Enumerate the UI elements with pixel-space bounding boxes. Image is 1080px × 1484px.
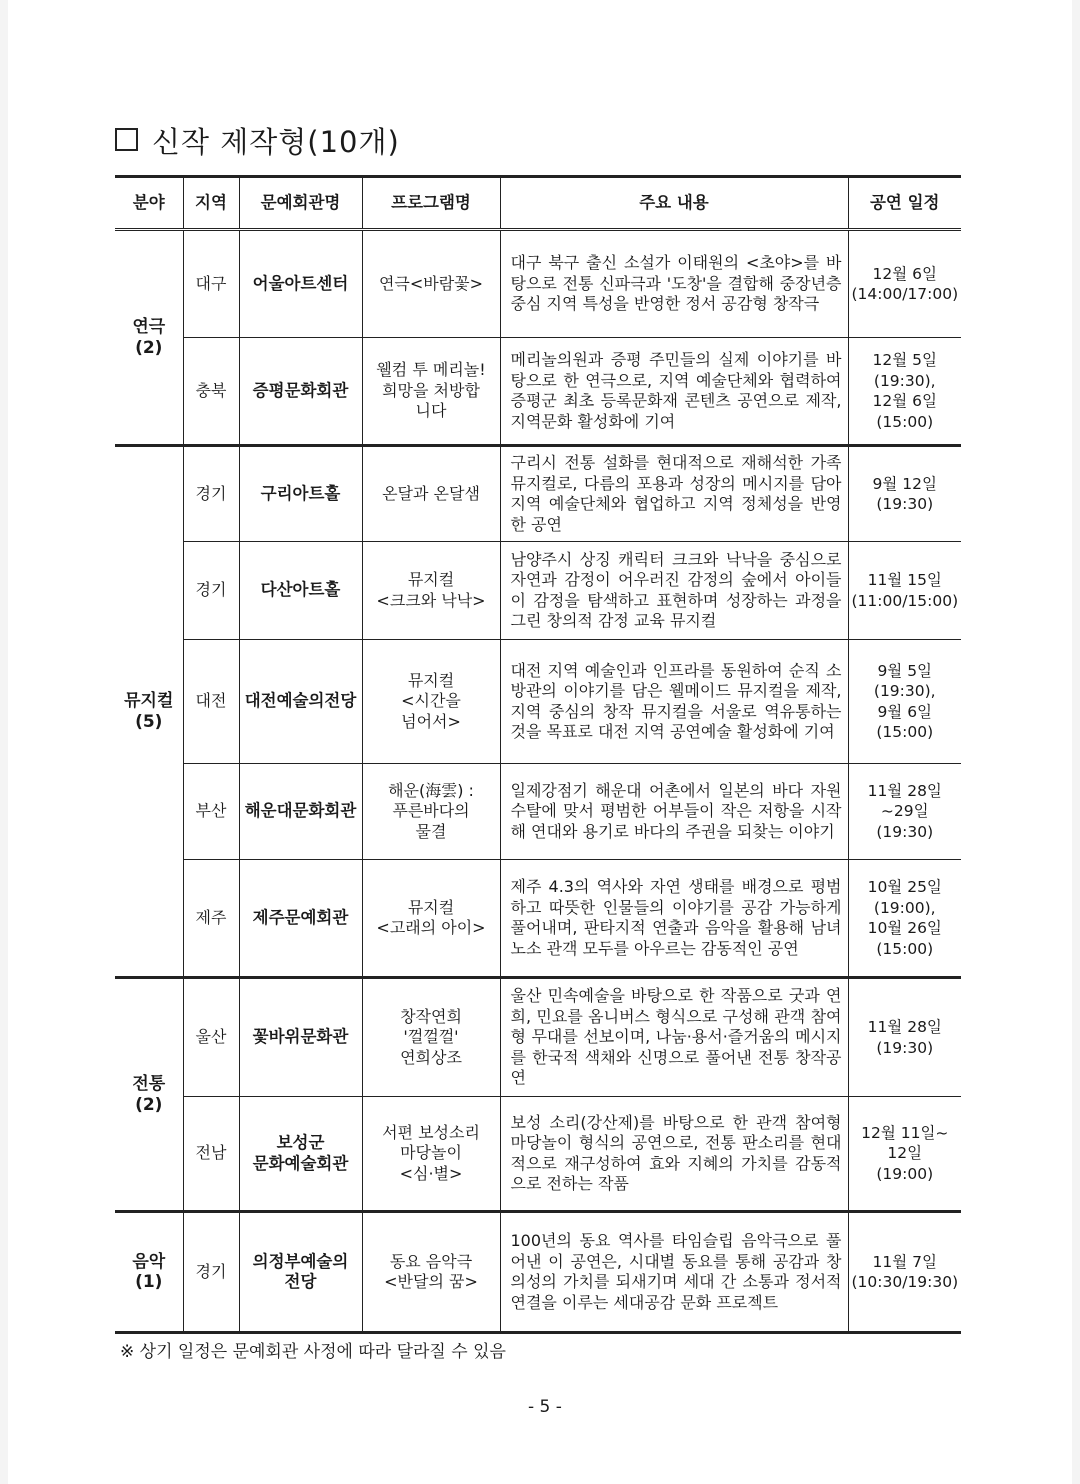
program-cell: 뮤지컬 <고래의 아이> — [362, 860, 500, 978]
content-cell: 울산 민속예술을 바탕으로 한 작품으로 굿과 연희, 민요를 옴니버스 형식으로 구성해 관객 참여형 무대를 선보이며, 나눔·용서·즐거움의 메시지를 한국적 색채와 신명으로 풀어낸 전통 창작공연 — [500, 978, 848, 1097]
region-cell: 경기 — [183, 542, 239, 640]
program-cell: 창작연희 '껄껄껄' 연희상조 — [362, 978, 500, 1097]
region-cell: 부산 — [183, 764, 239, 860]
header-region: 지역 — [183, 177, 239, 230]
region-cell: 울산 — [183, 978, 239, 1097]
content-cell: 일제강점기 해운대 어촌에서 일본의 바다 자원 수탈에 맞서 평범한 어부들이 작은 저항을 시작해 연대와 용기로 바다의 주권을 되찾는 이야기 — [500, 764, 848, 860]
venue-cell: 의정부예술의 전당 — [239, 1212, 362, 1333]
region-cell: 경기 — [183, 446, 239, 542]
venue-cell: 증평문화회관 — [239, 338, 362, 446]
content-cell: 제주 4.3의 역사와 자연 생태를 배경으로 평범하고 따뜻한 인물들의 이야기를 공감 가능하게 풀어내며, 판타지적 연출과 음악을 활용해 남녀노소 관객 모두를 아우르는 감동적인 공연 — [500, 860, 848, 978]
venue-cell: 해운대문화회관 — [239, 764, 362, 860]
venue-cell: 다산아트홀 — [239, 542, 362, 640]
program-cell: 뮤지컬 <시간을 넘어서> — [362, 640, 500, 764]
table-row — [115, 542, 961, 640]
program-cell: 연극<바람꽃> — [362, 230, 500, 338]
program-cell: 웰컴 투 메리놀! 희망을 처방합 니다 — [362, 338, 500, 446]
footnote: ※ 상기 일정은 문예회관 사정에 따라 달라질 수 있음 — [120, 1342, 506, 1362]
content-cell: 100년의 동요 역사를 타임슬립 음악극으로 풀어낸 이 공연은, 시대별 동요를 통해 공감과 창의성의 가치를 되새기며 세대 간 소통과 정서적 연결을 이루는 세대공감 문화 프로젝트 — [500, 1212, 848, 1333]
table-row — [115, 446, 961, 542]
region-cell: 제주 — [183, 860, 239, 978]
category-cell-music: 음악 (1) — [115, 1212, 183, 1333]
header-schedule: 공연 일정 — [848, 177, 961, 230]
program-table — [115, 175, 961, 1334]
schedule-cell: 11월 7일 (10:30/19:30) — [848, 1212, 961, 1333]
venue-cell: 꽃바위문화관 — [239, 978, 362, 1097]
schedule-cell: 12월 5일 (19:30), 12월 6일 (15:00) — [848, 338, 961, 446]
table-row — [115, 860, 961, 978]
section-heading — [115, 120, 400, 161]
content-cell: 대구 북구 출신 소설가 이태원의 <초야>를 바탕으로 전통 신파극과 '도창'을 결합해 중장년층 중심 지역 특성을 반영한 정서 공감형 창작극 — [500, 230, 848, 338]
table-row — [115, 640, 961, 764]
category-cell-traditional: 전통 (2) — [115, 978, 183, 1212]
section-title: 신작 제작형(10개) — [152, 125, 400, 159]
schedule-cell: 10월 25일 (19:00), 10월 26일 (15:00) — [848, 860, 961, 978]
program-cell: 온달과 온달샘 — [362, 446, 500, 542]
venue-cell: 어울아트센터 — [239, 230, 362, 338]
header-venue: 문예회관명 — [239, 177, 362, 230]
region-cell: 전남 — [183, 1097, 239, 1212]
table-row — [115, 764, 961, 860]
header-content: 주요 내용 — [500, 177, 848, 230]
table-row — [115, 1212, 961, 1333]
region-cell: 대전 — [183, 640, 239, 764]
venue-cell: 보성군 문화예술회관 — [239, 1097, 362, 1212]
table-row — [115, 978, 961, 1097]
venue-cell: 대전예술의전당 — [239, 640, 362, 764]
content-cell: 대전 지역 예술인과 인프라를 동원하여 순직 소방관의 이야기를 담은 웰메이드 뮤지컬을 제작, 지역 중심의 창작 뮤지컬을 서울로 역유통하는 것을 목표로 대전 지역 공연예술 활성화에 기여 — [500, 640, 848, 764]
header-field: 분야 — [115, 177, 183, 230]
region-cell: 경기 — [183, 1212, 239, 1333]
table-row — [115, 230, 961, 338]
content-cell: 보성 소리(강산제)를 바탕으로 한 관객 참여형 마당놀이 형식의 공연으로, 전통 판소리를 현대적으로 재구성하여 효와 지혜의 가치를 감동적으로 전하는 작품 — [500, 1097, 848, 1212]
category-cell-musical: 뮤지컬 (5) — [115, 446, 183, 978]
page-number: - 5 - — [528, 1397, 562, 1417]
program-cell: 뮤지컬 <크크와 낙낙> — [362, 542, 500, 640]
region-cell: 대구 — [183, 230, 239, 338]
content-cell: 메리놀의원과 증평 주민들의 실제 이야기를 바탕으로 한 연극으로, 지역 예술단체와 협력하여 증평군 최초 등록문화재 콘텐츠 공연으로 제작, 지역문화 활성화에 기여 — [500, 338, 848, 446]
program-cell: 동요 음악극 <반달의 꿈> — [362, 1212, 500, 1333]
schedule-cell: 11월 28일 ~29일 (19:30) — [848, 764, 961, 860]
table-header-row — [115, 177, 961, 230]
category-cell-theater: 연극 (2) — [115, 230, 183, 446]
schedule-cell: 12월 6일 (14:00/17:00) — [848, 230, 961, 338]
table-row — [115, 1097, 961, 1212]
schedule-cell: 12월 11일~ 12일 (19:00) — [848, 1097, 961, 1212]
document-page — [8, 0, 1072, 1484]
content-cell: 남양주시 상징 캐릭터 크크와 낙낙을 중심으로 자연과 감정이 어우러진 감정의 숲에서 아이들이 감정을 탐색하고 표현하며 성장하는 과정을 그린 창의적 감정 교육 뮤지컬 — [500, 542, 848, 640]
schedule-cell: 9월 12일 (19:30) — [848, 446, 961, 542]
header-program: 프로그램명 — [362, 177, 500, 230]
schedule-cell: 11월 15일 (11:00/15:00) — [848, 542, 961, 640]
venue-cell: 제주문예회관 — [239, 860, 362, 978]
region-cell: 충북 — [183, 338, 239, 446]
checkbox-square-icon — [115, 128, 138, 151]
venue-cell: 구리아트홀 — [239, 446, 362, 542]
content-cell: 구리시 전통 설화를 현대적으로 재해석한 가족 뮤지컬로, 다름의 포용과 성장의 메시지를 담아 지역 예술단체와 협업하고 지역 정체성을 반영한 공연 — [500, 446, 848, 542]
program-cell: 서편 보성소리 마당놀이 <심·별> — [362, 1097, 500, 1212]
schedule-cell: 9월 5일 (19:30), 9월 6일 (15:00) — [848, 640, 961, 764]
program-cell: 해운(海雲) : 푸른바다의 물결 — [362, 764, 500, 860]
table-row — [115, 338, 961, 446]
schedule-cell: 11월 28일 (19:30) — [848, 978, 961, 1097]
